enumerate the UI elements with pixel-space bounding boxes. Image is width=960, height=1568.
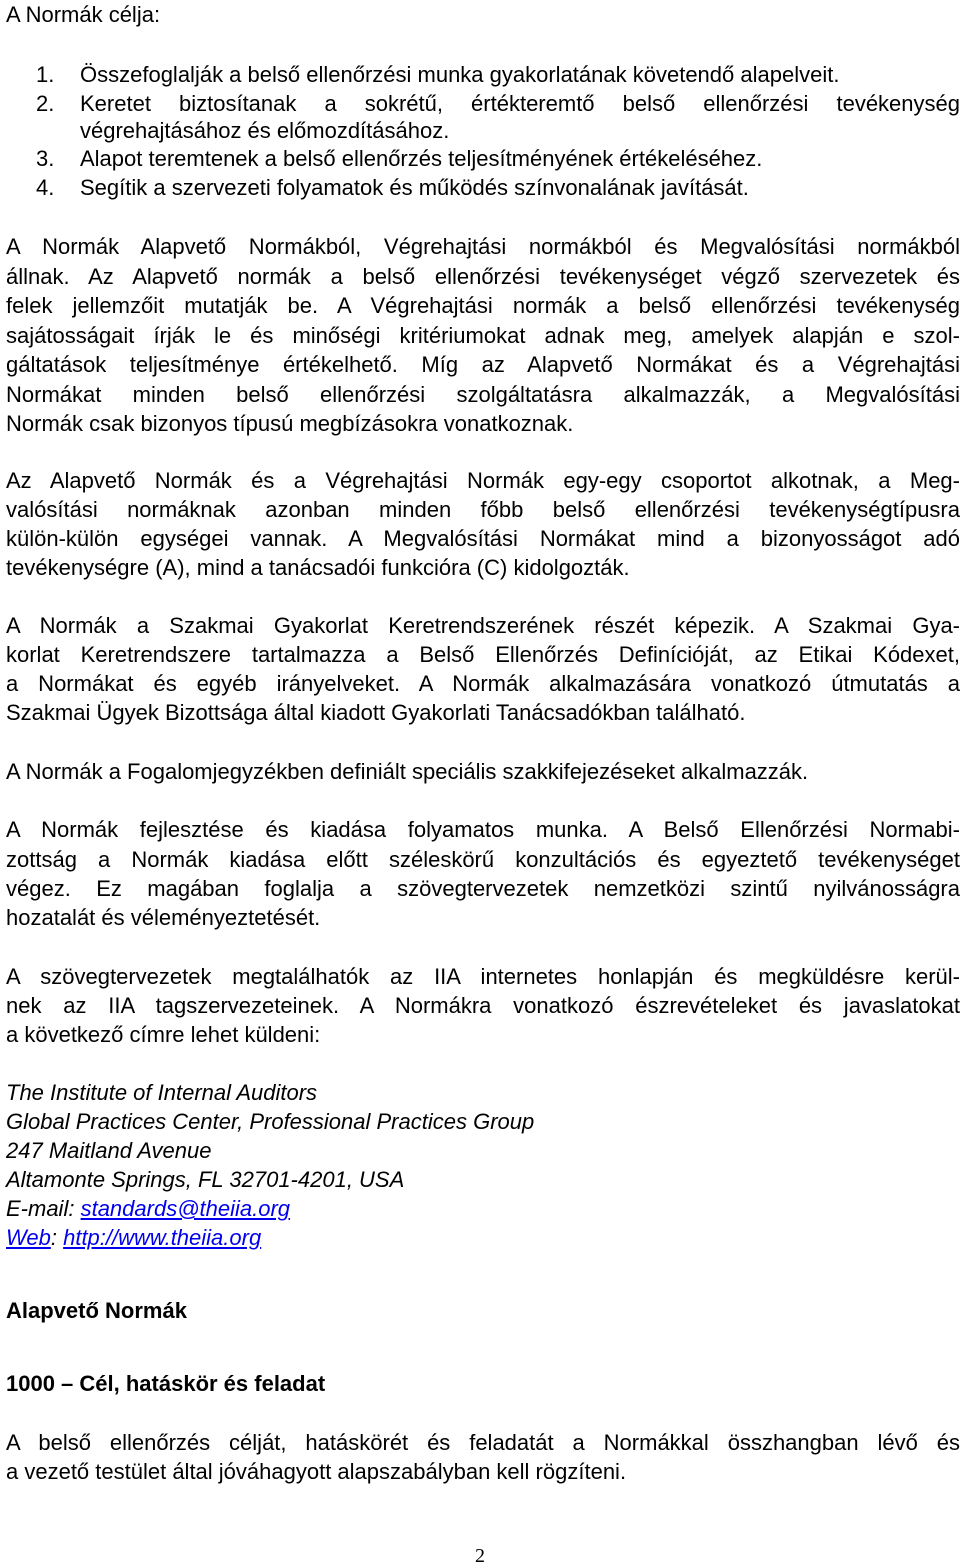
address-line: 247 Maitland Avenue — [6, 1138, 212, 1163]
list-text: Keretet biztosítanak a sokrétű, értékteremtő belső ellenőrzési tevékenység — [80, 91, 960, 116]
list-text: Összefoglalják a belső ellenőrzési munka gyakorlatának követendő alapelveit. — [80, 62, 840, 87]
list-item — [36, 60, 960, 89]
email-label: E-mail: — [6, 1196, 75, 1221]
list-number: 2. — [36, 91, 55, 116]
paragraph-line: a következő címre lehet küldeni: — [6, 1022, 321, 1047]
address-line: Altamonte Springs, FL 32701-4201, USA — [6, 1167, 405, 1192]
paragraph-line: végez. Ez magában foglalja a szövegtervezetek nemzetközi szintű nyilvánosságra — [6, 876, 960, 901]
list-number: 4. — [36, 175, 55, 200]
list-item — [36, 173, 960, 202]
paragraph-line: tevékenységre (A), mind a tanácsadói funkcióra (C) kidolgozták. — [6, 555, 630, 580]
list-text-continued: végrehajtásához és előmozdításához. — [80, 118, 450, 143]
paragraph-line: a vezető testület által jóváhagyott alapszabályban kell rögzíteni. — [6, 1459, 627, 1484]
web-separator: : — [50, 1225, 57, 1250]
list-number: 3. — [36, 146, 55, 171]
paragraph-line: valósítási normáknak azonban minden főbb belső ellenőrzési tevékenységtípusra — [6, 497, 960, 522]
paragraph-line: külön-külön egységei vannak. A Megvalósítási Normákat mind a bizonyosságot adó — [6, 526, 960, 551]
web-label-link[interactable]: Web — [6, 1225, 51, 1250]
list-number: 1. — [36, 62, 55, 87]
subsection-heading: 1000 – Cél, hatáskör és feladat — [6, 1371, 326, 1396]
list-text: Alapot teremtenek a belső ellenőrzés teljesítményének értékeléséhez. — [80, 146, 763, 171]
paragraph-line: A Normák fejlesztése és kiadása folyamatos munka. A Belső Ellenőrzési Normabi- — [6, 817, 960, 842]
paragraph-line: sajátosságait írják le és minőségi kritériumokat adnak meg, amelyek alapján e szol- — [6, 323, 960, 348]
list-item — [36, 144, 960, 173]
paragraph-line: a Normákat és egyéb irányelveket. A Normák alkalmazására vonatkozó útmutatás a — [6, 671, 960, 696]
paragraph-line: állnak. Az Alapvető normák a belső ellenőrzési tevékenységet végző szervezetek és — [6, 264, 960, 289]
paragraph-line: A Normák a Fogalomjegyzékben definiált speciális szakkifejezéseket alkalmazzák. — [6, 759, 809, 784]
email-link[interactable]: standards@theiia.org — [80, 1196, 291, 1221]
page-number: 2 — [475, 1545, 485, 1567]
paragraph-line: Normák csak bizonyos típusú megbízásokra vonatkoznak. — [6, 411, 574, 436]
section-heading: Alapvető Normák — [6, 1298, 187, 1323]
paragraph-line: Szakmai Ügyek Bizottsága által kiadott Gyakorlati Tanácsadókban található. — [6, 700, 746, 725]
paragraph-line: gáltatások teljesítménye értékelhető. Míg az Alapvető Normákat és a Végrehajtási — [6, 352, 960, 377]
paragraph-line: Normákat minden belső ellenőrzési szolgáltatásra alkalmazzák, a Megvalósítási — [6, 382, 960, 407]
paragraph-line: A Normák a Szakmai Gyakorlat Keretrendszerének részét képezik. A Szakmai Gya- — [6, 613, 960, 638]
web-line — [6, 1223, 960, 1252]
paragraph-line: hozatalát és véleményeztetését. — [6, 905, 321, 930]
paragraph-line: korlat Keretrendszere tartalmazza a Belső Ellenőrzés Definícióját, az Etikai Kódexet, — [6, 642, 960, 667]
email-line — [6, 1194, 960, 1223]
address-line: The Institute of Internal Auditors — [6, 1080, 318, 1105]
paragraph-line: Az Alapvető Normák és a Végrehajtási Normák egy-egy csoportot alkotnak, a Meg- — [6, 468, 960, 493]
list-text: Segítik a szervezeti folyamatok és működés színvonalának javítását. — [80, 175, 749, 200]
address-line: Global Practices Center, Professional Practices Group — [6, 1109, 535, 1134]
paragraph-line: felek jellemzőit mutatják be. A Végrehajtási normák a belső ellenőrzési tevékenység — [6, 293, 960, 318]
paragraph-line: A szövegtervezetek megtalálhatók az IIA internetes honlapján és megküldésre kerül- — [6, 964, 960, 989]
list-item — [36, 89, 960, 118]
paragraph-line: A Normák Alapvető Normákból, Végrehajtási normákból és Megvalósítási normákból — [6, 234, 960, 259]
paragraph-line: nek az IIA tagszervezeteinek. A Normákra vonatkozó észrevételeket és javaslatokat — [6, 993, 960, 1018]
web-link[interactable]: http://www.theiia.org — [63, 1225, 262, 1250]
goal-heading: A Normák célja: — [6, 2, 161, 27]
paragraph-line: zottság a Normák kiadása előtt széleskörű konzultációs és egyeztető tevékenységet — [6, 847, 960, 872]
paragraph-line: A belső ellenőrzés célját, hatáskörét és feladatát a Normákkal összhangban lévő és — [6, 1430, 960, 1455]
